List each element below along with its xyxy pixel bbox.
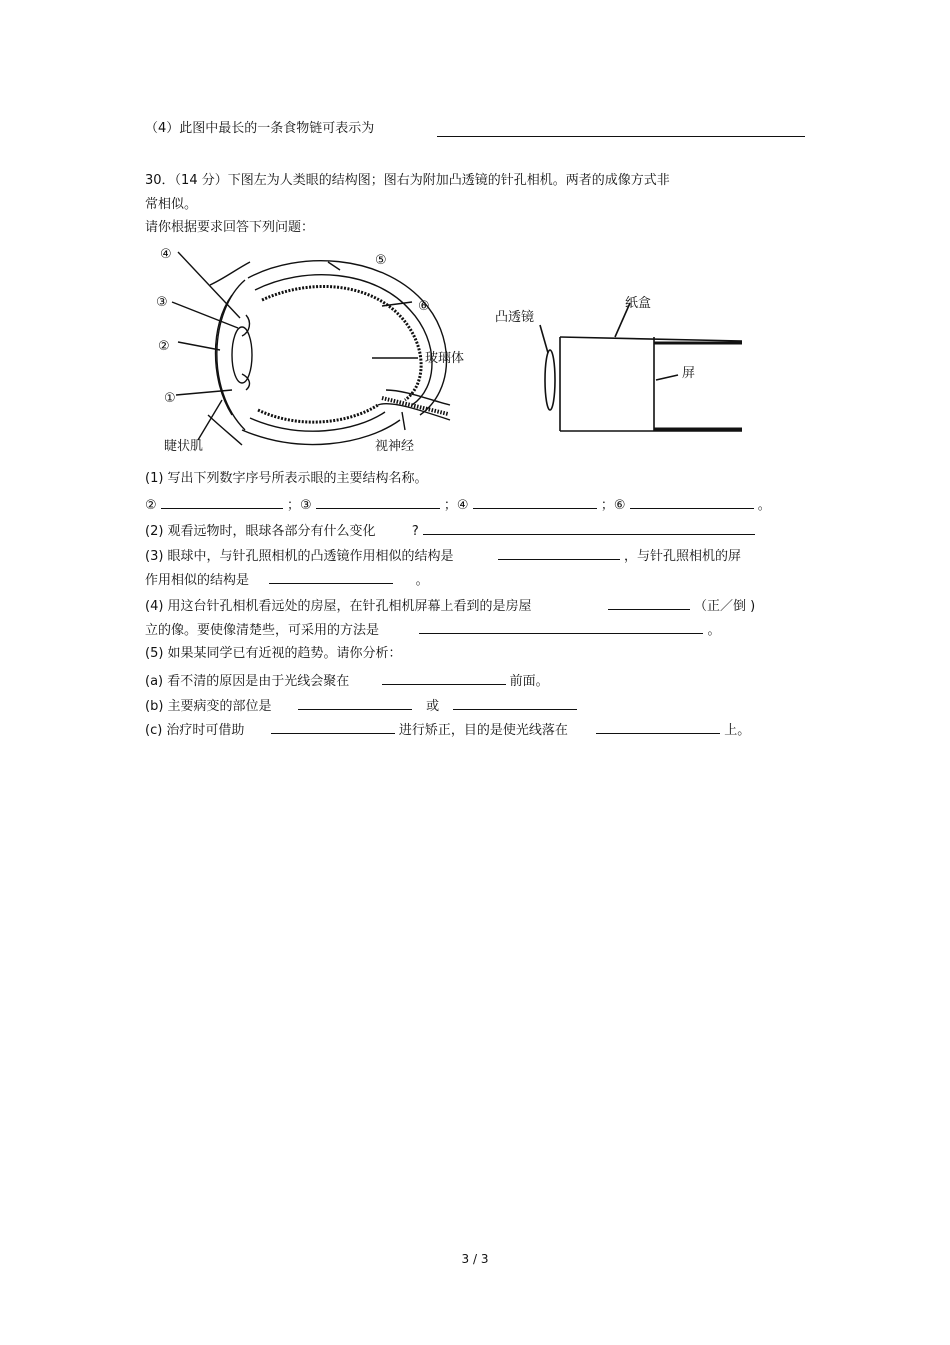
q5c-prompt: (c) 治疗时可借助 <box>145 723 245 738</box>
eye-label-ciliary: 睫状肌 <box>164 439 204 454</box>
q4b-blank-orientation[interactable] <box>608 595 690 610</box>
q4-line <box>145 120 374 138</box>
q3-line1 <box>145 545 741 566</box>
q5a-prompt: (a) 看不清的原因是由于光线会聚在 <box>145 674 350 689</box>
q3-line2 <box>145 569 429 590</box>
q1-prompt: (1) 写出下列数字序号所表示眼的主要结构名称。 <box>145 471 428 486</box>
q2-prompt: (2) 观看远物时，眼球各部分有什么变化 <box>145 524 376 539</box>
eye-label-vitreous: 玻璃体 <box>425 351 465 366</box>
q1-blank-6[interactable] <box>630 494 754 509</box>
q4b-line2 <box>145 619 720 640</box>
q1-label-4: ；④ <box>443 498 469 513</box>
q1-blank-4[interactable] <box>473 494 597 509</box>
q2-question-mark: ? <box>411 524 419 539</box>
q3-prompt-a: (3) 眼球中，与针孔照相机的凸透镜作用相似的结构是 <box>145 549 454 564</box>
q1-blank-3[interactable] <box>316 494 440 509</box>
q1-end: 。 <box>757 498 771 513</box>
q5b-blank-1[interactable] <box>298 695 412 710</box>
q5a-line <box>145 670 549 691</box>
eye-structure-diagram <box>150 240 465 460</box>
q5b-prompt: (b) 主要病变的部位是 <box>145 699 272 714</box>
q30-intro-line2: 常相似。 <box>145 197 198 212</box>
eye-label-3: ③ <box>156 295 168 310</box>
q5c-middle: 进行矫正，目的是使光线落在 <box>398 723 568 738</box>
camera-label-box: 纸盒 <box>625 296 652 311</box>
q5b-line <box>145 695 577 716</box>
q3-blank-lens[interactable] <box>498 545 620 560</box>
q5c-blank-2[interactable] <box>596 719 720 734</box>
eye-label-5: ⑤ <box>375 253 387 268</box>
q5b-blank-2[interactable] <box>453 695 577 710</box>
q5c-blank-1[interactable] <box>271 719 395 734</box>
camera-label-screen: 屏 <box>682 366 696 381</box>
eye-label-1: ① <box>164 391 176 406</box>
eye-label-optic-nerve: 视神经 <box>375 439 415 454</box>
eye-label-2: ② <box>158 339 170 354</box>
q5a-suffix: 前面。 <box>509 674 549 689</box>
q3-blank-screen[interactable] <box>269 569 393 584</box>
pinhole-camera-diagram <box>490 285 760 445</box>
q4-answer-blank[interactable] <box>437 136 805 137</box>
q4b-prompt-b: （正／倒 ) <box>693 599 756 614</box>
q5a-blank[interactable] <box>382 670 506 685</box>
q1-label-3: ；③ <box>286 498 312 513</box>
q1-label-2: ② <box>145 498 157 513</box>
q30-intro-line3: 请你根据要求回答下列问题： <box>145 220 315 235</box>
q1-label-6: ；⑥ <box>600 498 626 513</box>
q3-end: 。 <box>415 573 429 588</box>
q3-prompt-b: ，与针孔照相机的屏 <box>623 549 741 564</box>
eye-label-6: ⑥ <box>418 299 430 314</box>
camera-label-lens: 凸透镜 <box>495 310 535 325</box>
q1-blank-2[interactable] <box>161 494 283 509</box>
q4b-line1 <box>145 595 755 616</box>
q5c-end: 上。 <box>724 723 751 738</box>
q4b-prompt-a: (4) 用这台针孔相机看远处的房屋，在针孔相机屏幕上看到的是房屋 <box>145 599 532 614</box>
q30-intro-line1: 30．（14 分）下图左为人类眼的结构图；图右为附加凸透镜的针孔相机。两者的成像方式非 <box>145 173 670 188</box>
q2-line <box>145 520 755 541</box>
q4-text: （4）此图中最长的一条食物链可表示为 <box>145 121 375 136</box>
q5c-line <box>145 719 750 740</box>
q4b-end: 。 <box>707 623 721 638</box>
q4b-prompt-c: 立的像。要使像清楚些，可采用的方法是 <box>145 623 380 638</box>
eye-label-4: ④ <box>160 247 172 262</box>
page-number: 3 / 3 <box>461 1252 489 1266</box>
q5b-or: 或 <box>426 699 440 714</box>
q3-prompt-c: 作用相似的结构是 <box>145 573 250 588</box>
q5-prompt: (5) 如果某同学已有近视的趋势。请你分析： <box>145 646 402 661</box>
q4b-blank-method[interactable] <box>419 619 703 634</box>
q2-blank[interactable] <box>423 520 755 535</box>
q1-answers <box>145 494 771 515</box>
